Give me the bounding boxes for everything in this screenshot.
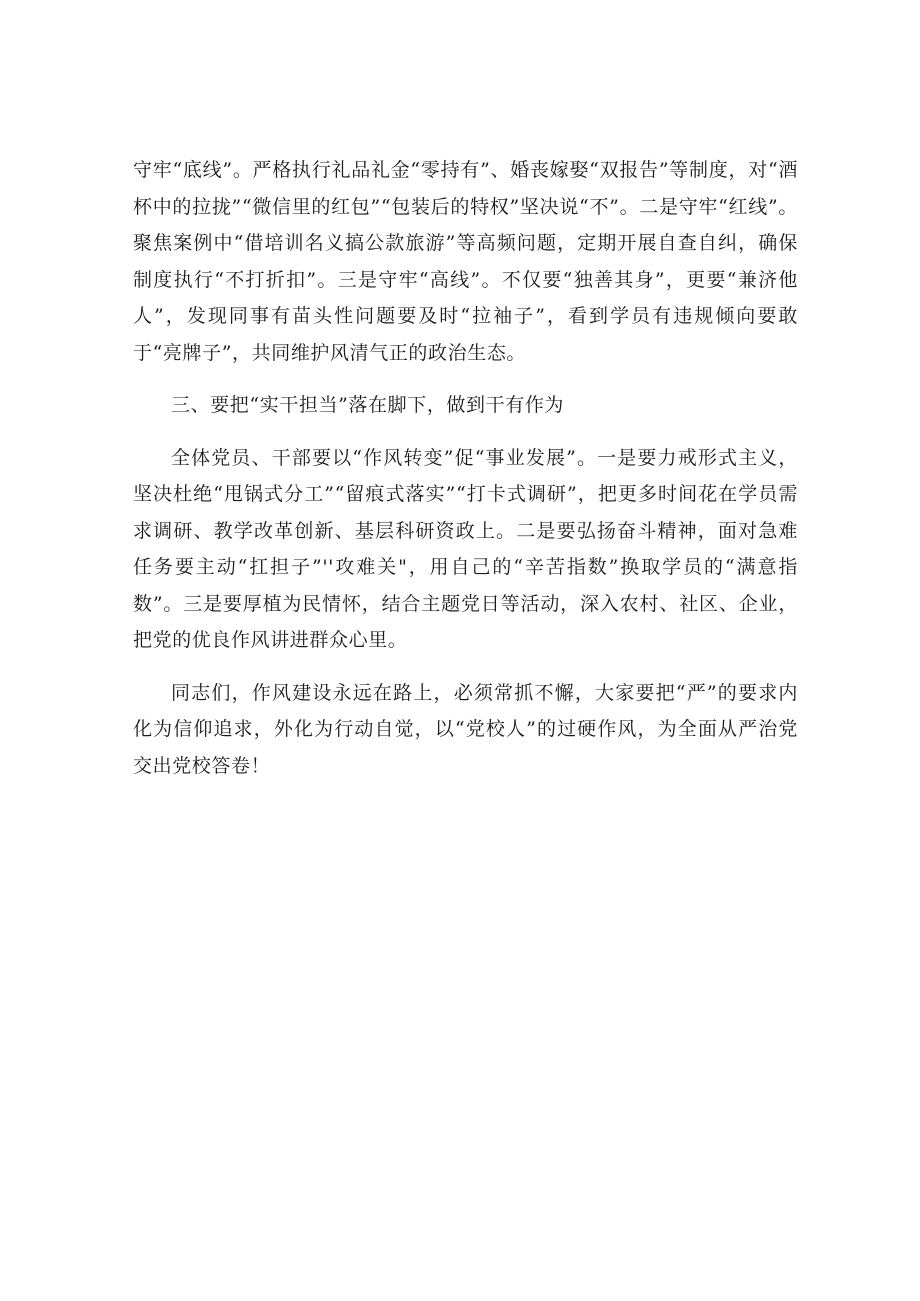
section-heading: 三、要把“实干担当”落在脚下，做到干有作为 — [171, 394, 565, 416]
paragraph-closing: 同志们，作风建设永远在路上，必须常抓不懈，大家要把“严”的要求内化为信仰追求，外化为行动自觉，以“党校人”的过硬作风，为全面从严治党交出党校答卷！ — [133, 681, 798, 777]
paragraph-continuation: 守牢“底线”。严格执行礼品礼金“零持有”、婚丧嫁娶“双报告”等制度，对“酒杯中的拉拢”“微信里的红包”“包装后的特权”坚决说“不”。二是守牢“红线”。聚焦案例中“借培训名义搞公款旅游”等高频问题，定期开展自查自纠，确保制度执行“不打折扣”。三是守牢“高线”。不仅要“独善其身”，更要“兼济他人”，发现同事有苗头性问题要及时“拉袖子”，看到学员有违规倾向要敢于“亮牌子”，共同维护风清气正的政治生态。 — [133, 159, 798, 364]
document-body — [133, 152, 798, 784]
paragraph-body: 全体党员、干部要以“作风转变”促“事业发展”。一是要力戒形式主义，坚决杜绝“甩锅式分工”“留痕式落实”“打卡式调研”，把更多时间花在学员需求调研、教学改革创新、基层科研资政上。二是要弘扬奋斗精神，面对急难任务要主动“扛担子”''攻难关"，用自己的“辛苦指数”换取学员的“满意指数”。三是要厚植为民情怀，结合主题党日等活动，深入农村、社区、企业，把党的优良作风讲进群众心里。 — [133, 446, 798, 651]
